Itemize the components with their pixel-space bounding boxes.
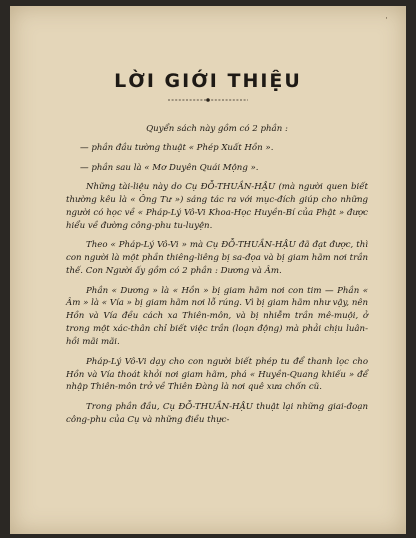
paragraph: Theo « Pháp-Lý Vô-Vi » mà Cụ ĐỖ-THUẦN-HẬU đã đạt được, thì con người là một phần thiêng-liêng bị sa-đọa và bị giam hãm nơi trần thế. Con Người ấy gồm có 2 phần : Dương và Âm. [66, 240, 368, 277]
paragraph: Pháp-Lý Vô-Vi dạy cho con người biết phép tu để thanh lọc cho Hồn và Vía thoát khỏi nơi giam hãm, phá « Huyền-Quang khiếu » để nhập Thiên-môn trở về Thiên Đàng là nơi quê xưa chốn cũ. [66, 356, 368, 393]
paragraph: Trong phần đầu, Cụ ĐỖ-THUẦN-HẬU thuật lại những giai-đoạn công-phu của Cụ và những điều thực- [66, 401, 368, 425]
paragraph-intro: Quyển sách này gồm có 2 phần : [146, 124, 288, 134]
paragraph: Những tài-liệu này do Cụ ĐỖ-THUẦN-HẬU (mà người quen biết thường kêu là « Ông Tư ») sáng tác ra với mục-đích giúp cho những người có học về « Pháp-Lý Vô-Vi Khoa-Học Huyền-Bí của Phật » được hiểu về đường công-phu tu-luyện. [66, 182, 368, 231]
document-page [10, 6, 406, 534]
page-title: LỜI GIỚI THIỆU [114, 70, 302, 92]
list-item: — phần sau là « Mơ Duyên Quái Mộng ». [80, 162, 259, 173]
body-text [66, 123, 368, 427]
corner-mark: · [385, 14, 388, 24]
paragraph: Phần « Dương » là « Hồn » bị giam hãm nơi con tim — Phần « Âm » là « Vía » bị giam hãm nơi lỗ rúng. Vì bị giam hãm như vậy, nên Hồn và Vía đều cách xa Thiên-môn, và bị nhiễm trần mê-muội, ở trong một xác-thân chỉ biết việc trần (loạn động) mà phải chịu luân-hồi mãi mãi. [66, 285, 368, 348]
title-ornament [168, 97, 248, 103]
list-item: — phần đầu tường thuật « Phép Xuất Hồn ». [80, 143, 274, 154]
